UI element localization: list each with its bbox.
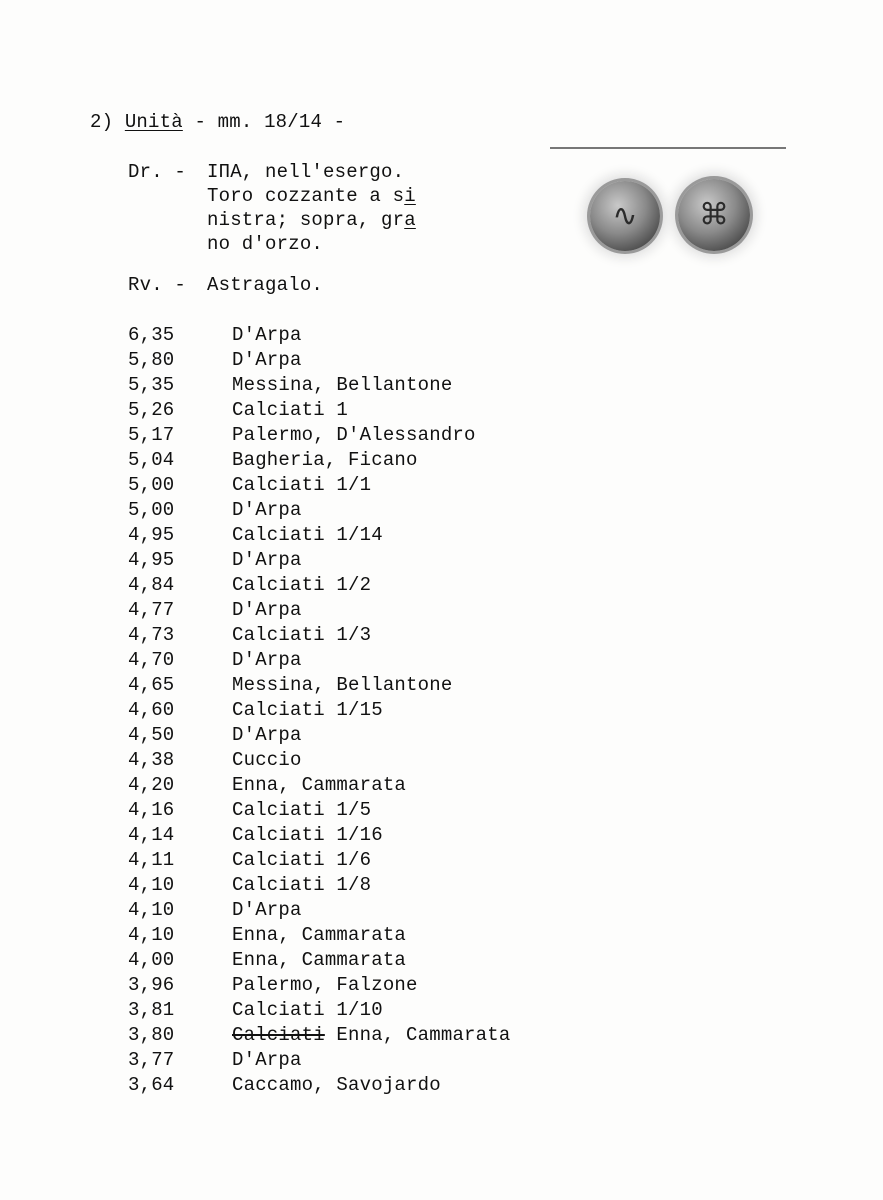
entry-title: Unità xyxy=(124,111,183,133)
weight-source: Calciati 1/6 xyxy=(232,849,372,871)
weight-value: 5,80 xyxy=(128,349,175,371)
weight-value: 4,95 xyxy=(128,524,175,546)
weight-source: Enna, Cammarata xyxy=(232,774,407,796)
weight-source: Calciati 1/2 xyxy=(232,574,372,596)
weight-source xyxy=(232,1023,510,1047)
weight-row xyxy=(128,423,608,448)
weights-list xyxy=(128,323,608,1098)
coin-photograph xyxy=(548,145,786,275)
weight-source: Calciati 1/15 xyxy=(232,699,383,721)
weight-source: Calciati 1 xyxy=(232,399,349,421)
weight-row xyxy=(128,648,608,673)
weight-row xyxy=(128,723,608,748)
weight-row xyxy=(128,698,608,723)
obverse-line-3: nistra; sopra, gra xyxy=(207,209,416,231)
weight-value: 3,64 xyxy=(128,1074,175,1096)
weight-source: Calciati 1/8 xyxy=(232,874,372,896)
weight-row xyxy=(128,973,608,998)
weight-value: 3,80 xyxy=(128,1024,175,1046)
weight-row xyxy=(128,473,608,498)
weight-value: 5,00 xyxy=(128,474,175,496)
obverse-line-1: IПA, nell'esergo. xyxy=(207,161,405,183)
weight-value: 5,17 xyxy=(128,424,175,446)
weight-value: 5,26 xyxy=(128,399,175,421)
weight-value: 4,10 xyxy=(128,874,175,896)
photo-edge-line xyxy=(550,147,786,149)
weight-row xyxy=(128,873,608,898)
weight-row xyxy=(128,898,608,923)
weight-row xyxy=(128,598,608,623)
bull-icon: ∿ xyxy=(612,198,638,234)
weight-source: Palermo, Falzone xyxy=(232,974,418,996)
weight-source: D'Arpa xyxy=(232,724,302,746)
weight-row xyxy=(128,523,608,548)
weight-source: Caccamo, Savojardo xyxy=(232,1074,441,1096)
weight-value: 4,11 xyxy=(128,849,175,871)
weight-value: 3,96 xyxy=(128,974,175,996)
weight-value: 4,95 xyxy=(128,549,175,571)
weight-value: 5,04 xyxy=(128,449,175,471)
reverse-description: Astragalo. xyxy=(207,274,324,296)
weight-row xyxy=(128,848,608,873)
weight-value: 4,73 xyxy=(128,624,175,646)
weight-value: 4,14 xyxy=(128,824,175,846)
weight-value: 6,35 xyxy=(128,324,175,346)
obverse-line-4: no d'orzo. xyxy=(207,233,324,255)
weight-value: 4,84 xyxy=(128,574,175,596)
weight-source: D'Arpa xyxy=(232,899,302,921)
weight-source: D'Arpa xyxy=(232,649,302,671)
weight-source: Enna, Cammarata xyxy=(232,949,407,971)
weight-row xyxy=(128,448,608,473)
weight-value: 4,00 xyxy=(128,949,175,971)
weight-value: 4,10 xyxy=(128,899,175,921)
weight-row xyxy=(128,998,608,1023)
entry-header xyxy=(90,110,345,134)
weight-row xyxy=(128,748,608,773)
weight-value: 4,38 xyxy=(128,749,175,771)
weight-row xyxy=(128,573,608,598)
weight-row xyxy=(128,948,608,973)
weight-value: 3,77 xyxy=(128,1049,175,1071)
weight-value: 4,77 xyxy=(128,599,175,621)
obverse-description xyxy=(207,160,416,256)
weight-row xyxy=(128,548,608,573)
obverse-coin-image xyxy=(590,181,660,251)
source-text: Enna, Cammarata xyxy=(324,1024,511,1046)
weight-source: Palermo, D'Alessandro xyxy=(232,424,476,446)
obverse-line-2: Toro cozzante a si xyxy=(207,185,416,207)
weight-value: 5,00 xyxy=(128,499,175,521)
entry-number: 2) xyxy=(90,111,114,133)
weight-source: Calciati 1/1 xyxy=(232,474,372,496)
weight-source: D'Arpa xyxy=(232,324,302,346)
weight-source: D'Arpa xyxy=(232,499,302,521)
entry-dimensions: - mm. 18/14 - xyxy=(194,111,346,133)
weight-value: 4,70 xyxy=(128,649,175,671)
weight-row xyxy=(128,1073,608,1098)
reverse-label: Rv. - xyxy=(128,274,187,296)
weight-value: 5,35 xyxy=(128,374,175,396)
weight-source: Calciati 1/10 xyxy=(232,999,383,1021)
weight-source: D'Arpa xyxy=(232,349,302,371)
weight-row xyxy=(128,373,608,398)
weight-value: 4,10 xyxy=(128,924,175,946)
weight-source: D'Arpa xyxy=(232,549,302,571)
weight-source: Calciati 1/3 xyxy=(232,624,372,646)
weight-row xyxy=(128,398,608,423)
weight-source: D'Arpa xyxy=(232,599,302,621)
weight-row xyxy=(128,1023,608,1048)
weight-value: 4,65 xyxy=(128,674,175,696)
weight-row xyxy=(128,798,608,823)
weight-source: Calciati 1/14 xyxy=(232,524,383,546)
weight-value: 3,81 xyxy=(128,999,175,1021)
weight-row xyxy=(128,673,608,698)
weight-value: 4,20 xyxy=(128,774,175,796)
weight-row xyxy=(128,923,608,948)
obverse-label: Dr. - xyxy=(128,161,187,183)
weight-value: 4,60 xyxy=(128,699,175,721)
weight-row xyxy=(128,348,608,373)
weight-source: Calciati 1/5 xyxy=(232,799,372,821)
weight-row xyxy=(128,323,608,348)
weight-row xyxy=(128,623,608,648)
weight-source: Bagheria, Ficano xyxy=(232,449,418,471)
weight-row xyxy=(128,773,608,798)
weight-source: Cuccio xyxy=(232,749,302,771)
weight-row xyxy=(128,823,608,848)
weight-source: D'Arpa xyxy=(232,1049,302,1071)
weight-value: 4,16 xyxy=(128,799,175,821)
weight-source: Messina, Bellantone xyxy=(232,374,453,396)
astragal-icon: ⌘ xyxy=(699,197,729,233)
struck-text: Calciati xyxy=(232,1024,325,1046)
weight-source: Enna, Cammarata xyxy=(232,924,407,946)
weight-source: Calciati 1/16 xyxy=(232,824,383,846)
weight-row xyxy=(128,1048,608,1073)
weight-row xyxy=(128,498,608,523)
reverse-coin-image xyxy=(678,179,750,251)
weight-value: 4,50 xyxy=(128,724,175,746)
weight-source: Messina, Bellantone xyxy=(232,674,453,696)
